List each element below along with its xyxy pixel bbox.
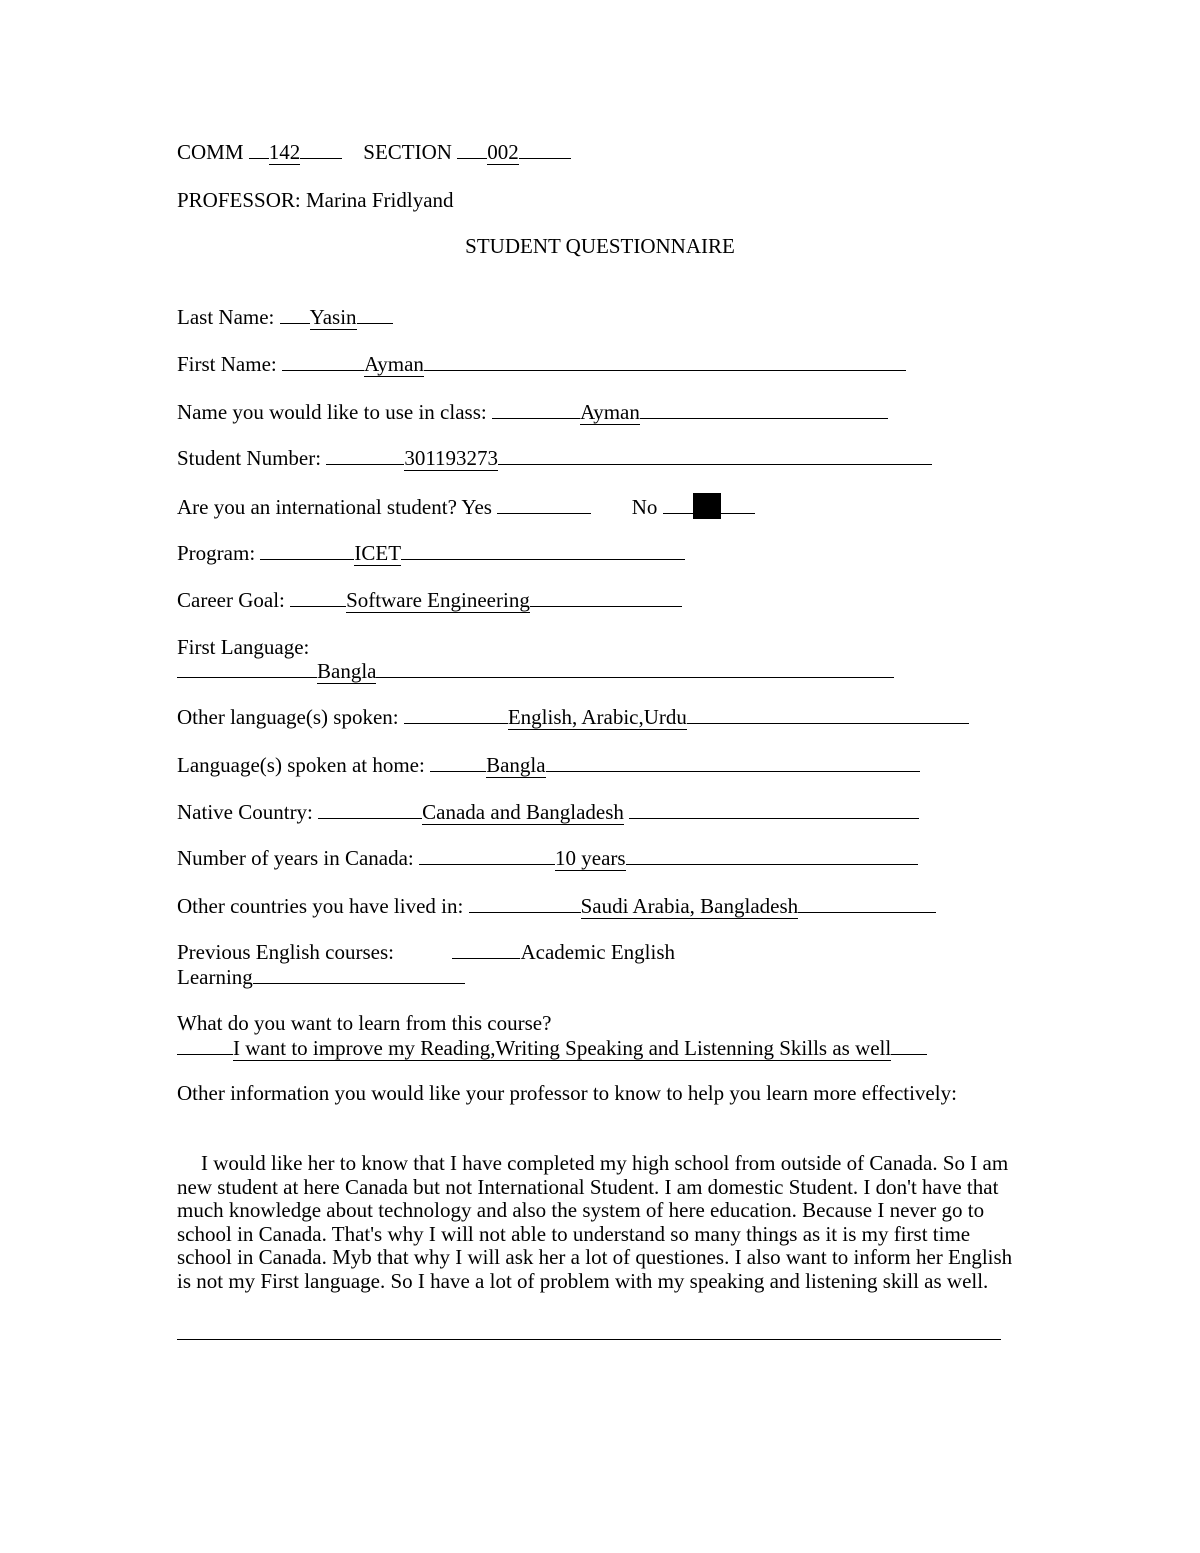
course-line (177, 140, 571, 164)
first-language-value[interactable]: Bangla (317, 659, 377, 683)
course-number: 142 (268, 140, 301, 164)
no-label: No (631, 495, 658, 519)
section-label: SECTION (363, 140, 452, 164)
professor-name: Marina Fridlyand (305, 188, 454, 212)
program-field (177, 541, 685, 565)
native-country-field (177, 800, 919, 824)
course-label: COMM (177, 140, 244, 164)
international-label: Are you an international student? Yes (177, 495, 492, 519)
previous-english-answer-line2 (177, 965, 465, 989)
class-name-field (177, 400, 888, 424)
home-languages-label: Language(s) spoken at home: (177, 753, 425, 777)
page-title: STUDENT QUESTIONNAIRE (465, 234, 735, 258)
no-checked-box[interactable] (693, 493, 721, 519)
first-name-label: First Name: (177, 352, 277, 376)
career-goal-label: Career Goal: (177, 588, 285, 612)
other-languages-label: Other language(s) spoken: (177, 705, 399, 729)
program-label: Program: (177, 541, 256, 565)
first-name-field (177, 352, 906, 376)
previous-english-label: Previous English courses: (177, 940, 394, 964)
student-number-field (177, 446, 932, 470)
previous-english-value[interactable]: Academic English (520, 940, 676, 964)
last-name-label: Last Name: (177, 305, 275, 329)
years-in-canada-label: Number of years in Canada: (177, 846, 414, 870)
other-countries-label: Other countries you have lived in: (177, 894, 464, 918)
career-goal-value[interactable]: Software Engineering (346, 588, 530, 612)
international-field (177, 493, 755, 519)
career-goal-field (177, 588, 682, 612)
years-in-canada-field (177, 846, 918, 870)
other-languages-field (177, 705, 969, 729)
last-name-value[interactable]: Yasin (309, 305, 357, 329)
first-language-answer (177, 659, 894, 683)
previous-english-value-2[interactable]: Learning (177, 965, 253, 989)
learn-goal-value[interactable]: I want to improve my Reading,Writing Speaking and Listenning Skills as well (233, 1036, 892, 1060)
program-value[interactable]: ICET (354, 541, 402, 565)
first-name-value[interactable]: Ayman (364, 352, 424, 376)
home-languages-field (177, 753, 920, 777)
previous-english-field (177, 940, 675, 964)
other-countries-field (177, 894, 936, 918)
other-countries-value[interactable]: Saudi Arabia, Bangladesh (580, 894, 799, 918)
section-number: 002 (487, 140, 519, 164)
answer-underline (177, 1339, 1001, 1340)
years-in-canada-value[interactable]: 10 years (555, 846, 626, 870)
professor-label: PROFESSOR: (177, 188, 301, 212)
student-number-label: Student Number: (177, 446, 322, 470)
other-info-label: Other information you would like your professor to know to help you learn more effectively: (177, 1081, 957, 1105)
other-info-value[interactable]: I would like her to know that I have completed my high school from outside of Canada. So I am new student at here Canada but not International Student. I am domestic Student. I don't have that much knowledge about technology and also the system of here education. Because I never go to school in Canada. That's why I will not able to understand so many things as it is my first time school in Canada. Myb that why I will ask her a lot of questiones. I also want to inform her English is not my First language. So I have a lot of problem with my speaking and listening skill as well. (177, 1151, 1013, 1293)
professor-line (177, 188, 454, 212)
learn-goal-label: What do you want to learn from this course? (177, 1011, 552, 1035)
last-name-field (177, 305, 393, 329)
learn-goal-answer (177, 1036, 927, 1060)
class-name-value[interactable]: Ayman (579, 400, 640, 424)
first-language-field (177, 635, 309, 659)
learn-goal-field (177, 1011, 551, 1035)
other-languages-value[interactable]: English, Arabic,Urdu (507, 705, 687, 729)
home-languages-value[interactable]: Bangla (486, 753, 546, 777)
class-name-label: Name you would like to use in class: (177, 400, 487, 424)
student-number-value[interactable]: 301193273 (404, 446, 499, 470)
native-country-value[interactable]: Canada and Bangladesh (422, 800, 624, 824)
native-country-label: Native Country: (177, 800, 313, 824)
first-language-label: First Language: (177, 635, 310, 659)
yes-blank[interactable] (497, 495, 591, 514)
